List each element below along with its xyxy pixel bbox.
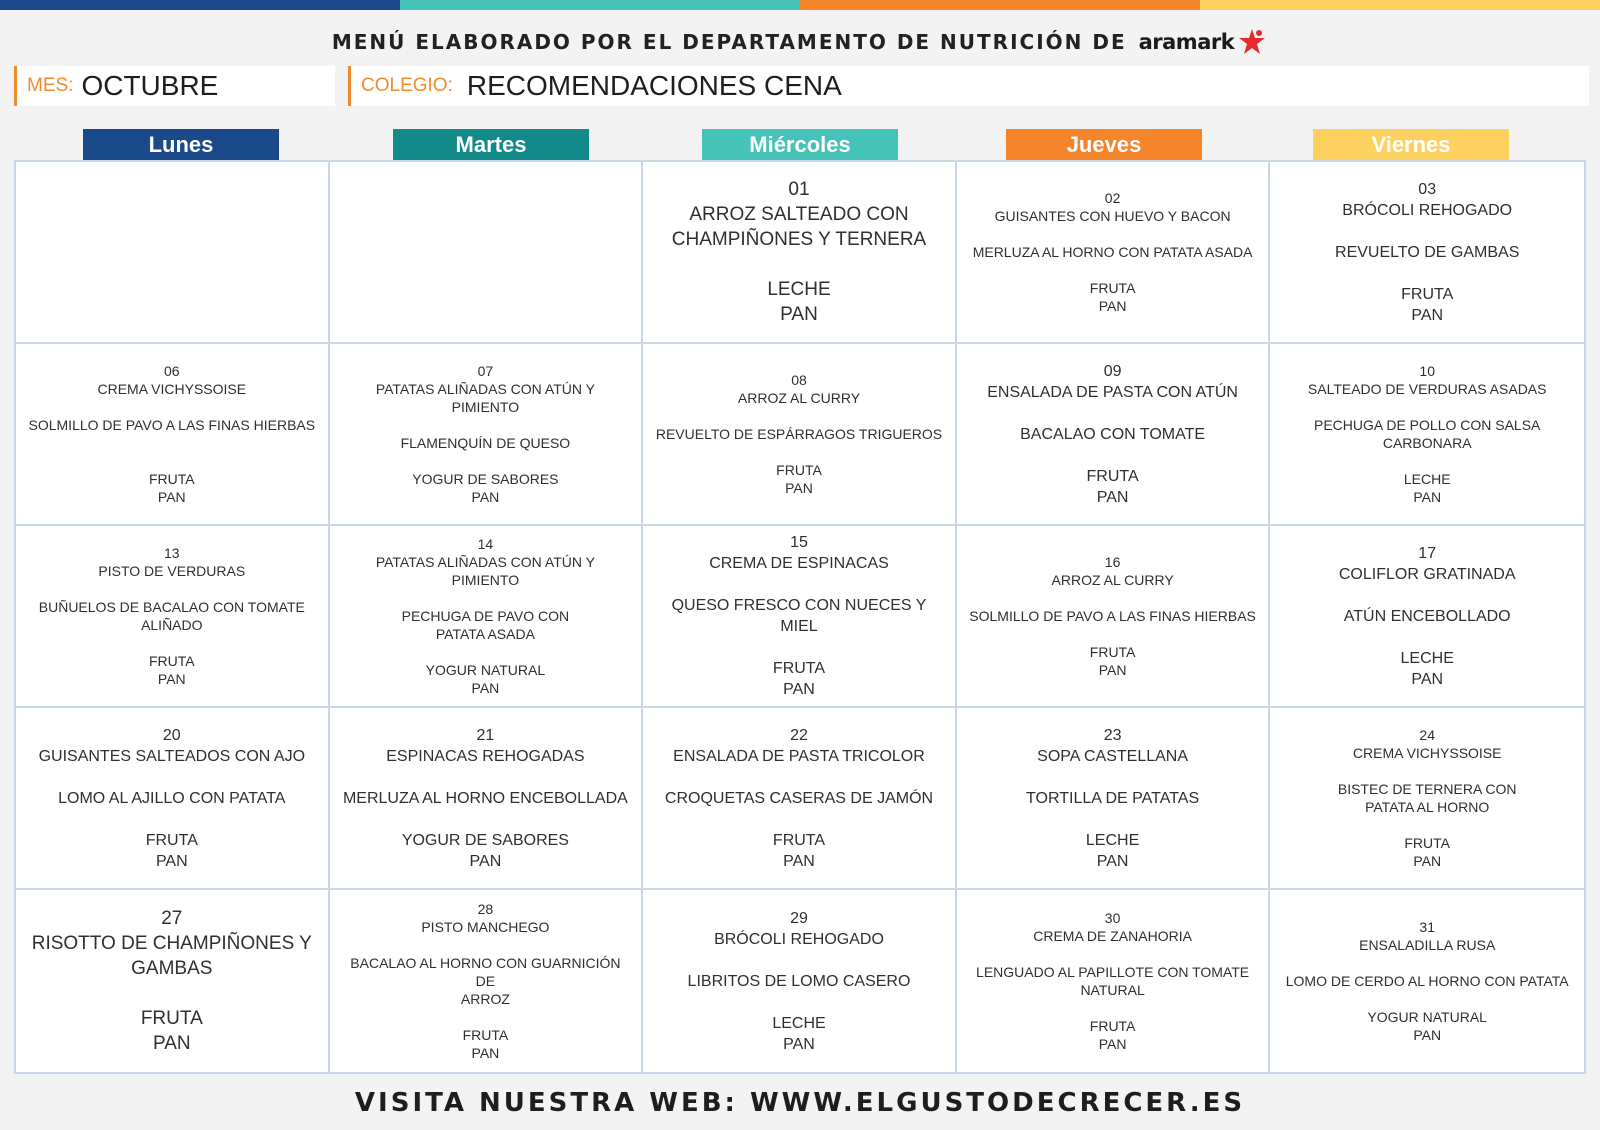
menu-item: LECHE — [772, 1014, 826, 1032]
footer-website: VISITA NUESTRA WEB: WWW.ELGUSTODECRECER.ES — [354, 1088, 1246, 1118]
menu-item: PECHUGA DE PAVO CON — [401, 608, 570, 624]
menu-day-cell — [957, 890, 1271, 1072]
menu-item: FRUTA — [1404, 835, 1450, 851]
menu-day-cell — [957, 162, 1271, 344]
menu-item: SOLMILLO DE PAVO A LAS FINAS HIERBAS — [28, 417, 316, 433]
menu-item: ESPINACAS REHOGADAS — [386, 747, 585, 765]
day-number: 06 — [164, 363, 180, 379]
menu-item: PAN — [780, 304, 818, 325]
day-number: 14 — [477, 536, 494, 552]
day-header-viernes: Viernes — [1313, 129, 1509, 160]
menu-day-cell — [330, 526, 644, 708]
menu-item: ATÚN ENCEBOLLADO — [1343, 607, 1511, 625]
day-number: 08 — [791, 372, 807, 388]
menu-item: CREMA DE ZANAHORIA — [1033, 928, 1192, 944]
menu-day-cell — [643, 890, 957, 1072]
menu-day-cell — [16, 162, 330, 344]
menu-item: LENGUADO AL PAPILLOTE CON TOMATE — [976, 964, 1250, 980]
menu-item: PAN — [471, 489, 500, 505]
menu-calendar-grid — [14, 160, 1586, 1074]
day-header-miercoles: Miércoles — [702, 129, 898, 160]
menu-day-cell — [330, 708, 644, 890]
menu-item: REVUELTO DE ESPÁRRAGOS TRIGUEROS — [655, 426, 943, 442]
menu-item: PISTO DE VERDURAS — [98, 563, 246, 579]
menu-item: FRUTA — [145, 831, 198, 849]
menu-item: FRUTA — [1086, 467, 1139, 485]
menu-item: PAN — [1098, 298, 1127, 314]
menu-item: CREMA VICHYSSOISE — [1352, 745, 1502, 761]
menu-item: PAN — [152, 1033, 191, 1054]
day-number: 30 — [1104, 910, 1121, 926]
menu-item: PAN — [1411, 306, 1444, 324]
menu-item: PATATAS ALIÑADAS CON ATÚN Y — [375, 381, 595, 397]
day-number: 03 — [1418, 180, 1437, 198]
menu-item: PAN — [471, 680, 500, 696]
menu-item: PAN — [783, 1035, 815, 1053]
menu-item: PAN — [1098, 1036, 1127, 1052]
menu-item: BRÓCOLI REHOGADO — [1342, 201, 1513, 219]
stripe-yellow — [1200, 0, 1600, 10]
menu-day-cell — [16, 890, 330, 1072]
menu-day-cell — [643, 526, 957, 708]
menu-item: LIBRITOS DE LOMO CASERO — [687, 972, 911, 990]
menu-item: YOGUR DE SABORES — [401, 831, 569, 849]
menu-item: FRUTA — [462, 1027, 509, 1043]
menu-item: FRUTA — [1089, 280, 1136, 296]
menu-item: ENSALADA DE PASTA TRICOLOR — [673, 747, 925, 765]
school-field — [348, 66, 1589, 106]
menu-item: CARBONARA — [1382, 435, 1472, 451]
menu-item: CROQUETAS CASERAS DE JAMÓN — [664, 789, 934, 807]
menu-item: PAN — [1413, 489, 1442, 505]
day-number: 13 — [164, 545, 180, 561]
menu-item: ENSALADILLA RUSA — [1359, 937, 1496, 953]
top-color-stripes — [0, 0, 1600, 10]
menu-item: PAN — [1098, 662, 1127, 678]
menu-item: PATATA ASADA — [435, 626, 535, 642]
menu-day-cell — [1270, 890, 1584, 1072]
menu-item: ARROZ — [460, 991, 510, 1007]
menu-day-cell — [957, 708, 1271, 890]
menu-item: PAN — [469, 852, 502, 870]
day-number: 28 — [477, 901, 494, 917]
menu-item: PAN — [783, 852, 815, 870]
school-value: RECOMENDACIONES CENA — [466, 70, 842, 101]
menu-day-cell — [1270, 526, 1584, 708]
menu-item: ARROZ AL CURRY — [737, 390, 861, 406]
menu-item: PAN — [1096, 852, 1129, 870]
menu-item: PAN — [157, 489, 186, 505]
menu-item: BRÓCOLI REHOGADO — [714, 930, 884, 948]
day-number: 01 — [788, 179, 810, 200]
menu-day-cell — [330, 890, 644, 1072]
menu-item: MERLUZA AL HORNO CON PATATA ASADA — [972, 244, 1253, 260]
menu-item: GUISANTES SALTEADOS CON AJO — [38, 747, 306, 765]
menu-item: QUESO FRESCO CON NUECES Y MIEL — [671, 597, 927, 635]
menu-day-cell — [957, 344, 1271, 526]
menu-item: CREMA VICHYSSOISE — [97, 381, 247, 397]
menu-item: ALIÑADO — [141, 617, 203, 633]
day-header-martes: Martes — [393, 129, 589, 160]
menu-item: ARROZ AL CURRY — [1051, 572, 1174, 588]
menu-item: BACALAO AL HORNO CON GUARNICIÓN DE — [350, 955, 621, 989]
menu-item: BACALAO CON TOMATE — [1020, 425, 1206, 443]
menu-item: LOMO DE CERDO AL HORNO CON PATATA — [1285, 973, 1569, 989]
stripe-teal — [400, 0, 800, 10]
day-number: 29 — [790, 909, 808, 927]
month-value: OCTUBRE — [81, 70, 219, 101]
day-number: 23 — [1103, 726, 1122, 744]
menu-item: YOGUR NATURAL — [1367, 1009, 1487, 1025]
menu-day-cell — [643, 162, 957, 344]
menu-item: SOPA CASTELLANA — [1037, 747, 1189, 765]
menu-day-cell — [330, 344, 644, 526]
menu-item: FRUTA — [772, 831, 826, 849]
menu-day-cell — [16, 344, 330, 526]
menu-item: TORTILLA DE PATATAS — [1026, 789, 1200, 807]
menu-item: PAN — [471, 1045, 500, 1061]
month-field — [14, 66, 335, 106]
menu-item: PAN — [157, 671, 186, 687]
day-number: 24 — [1419, 727, 1435, 743]
menu-day-cell — [1270, 344, 1584, 526]
menu-item: FRUTA — [776, 462, 822, 478]
day-number: 02 — [1104, 190, 1121, 206]
menu-item: FRUTA — [148, 653, 195, 669]
menu-item: LOMO AL AJILLO CON PATATA — [58, 789, 286, 807]
day-number: 31 — [1419, 919, 1435, 935]
day-number: 20 — [162, 726, 181, 744]
page-title: MENÚ ELABORADO POR EL DEPARTAMENTO DE NUTRICIÓN DE — [331, 30, 1127, 54]
menu-item: LECHE — [767, 279, 831, 300]
day-number: 27 — [161, 908, 183, 929]
aramark-logo — [1139, 27, 1269, 57]
menu-item: MERLUZA AL HORNO ENCEBOLLADA — [342, 789, 628, 807]
menu-item: COLIFLOR GRATINADA — [1338, 565, 1516, 583]
menu-item: NATURAL — [1080, 982, 1145, 998]
day-header-lunes: Lunes — [83, 129, 279, 160]
month-label: MES: — [27, 75, 74, 96]
menu-item: PAN — [1411, 670, 1444, 688]
runner-star-icon — [1236, 27, 1268, 57]
menu-item: YOGUR DE SABORES — [412, 471, 559, 487]
menu-item: PIMIENTO — [451, 399, 520, 415]
day-header-jueves: Jueves — [1006, 129, 1202, 160]
menu-item: FRUTA — [772, 660, 826, 677]
menu-item: ENSALADA DE PASTA CON ATÚN — [987, 383, 1238, 401]
day-number: 22 — [790, 726, 808, 744]
menu-item: PISTO MANCHEGO — [421, 919, 550, 935]
menu-item: REVUELTO DE GAMBAS — [1335, 243, 1520, 261]
menu-day-cell — [957, 526, 1271, 708]
menu-item: PAN — [1413, 1027, 1442, 1043]
day-number: 10 — [1419, 363, 1435, 379]
menu-item: BUÑUELOS DE BACALAO CON TOMATE — [38, 599, 305, 615]
menu-item: PATATAS ALIÑADAS CON ATÚN Y PIMIENTO — [375, 554, 595, 588]
menu-item: PAN — [155, 852, 188, 870]
school-label: COLEGIO: — [361, 75, 453, 96]
stripe-orange — [800, 0, 1200, 10]
day-number: 07 — [477, 363, 494, 379]
menu-item: PAN — [1413, 853, 1442, 869]
menu-item: LECHE — [1403, 471, 1451, 487]
menu-item: PAN — [783, 681, 815, 698]
menu-item: PAN — [785, 480, 813, 496]
menu-item: PAN — [1096, 488, 1129, 506]
menu-item: BISTEC DE TERNERA CON — [1337, 781, 1517, 797]
menu-day-cell — [643, 708, 957, 890]
menu-item: CHAMPIÑONES Y TERNERA — [671, 229, 927, 250]
day-number: 21 — [476, 726, 495, 744]
menu-item: CREMA DE ESPINACAS — [709, 555, 889, 572]
menu-item: FLAMENQUÍN DE QUESO — [400, 435, 571, 451]
menu-day-cell — [1270, 162, 1584, 344]
menu-day-cell — [330, 162, 644, 344]
menu-item: SOLMILLO DE PAVO A LAS FINAS HIERBAS — [969, 608, 1256, 624]
menu-day-cell — [1270, 708, 1584, 890]
day-number: 15 — [790, 534, 808, 551]
day-number: 16 — [1104, 554, 1121, 570]
menu-item: GUISANTES CON HUEVO Y BACON — [994, 208, 1231, 224]
menu-item: SALTEADO DE VERDURAS ASADAS — [1307, 381, 1547, 397]
menu-item: LECHE — [1085, 831, 1140, 849]
menu-item: YOGUR NATURAL — [425, 662, 546, 678]
menu-item: FRUTA — [1401, 285, 1454, 303]
menu-day-cell — [16, 526, 330, 708]
page-header — [0, 22, 1600, 62]
menu-item: PATATA AL HORNO — [1365, 799, 1490, 815]
menu-item: GAMBAS — [131, 958, 213, 979]
menu-item: FRUTA — [140, 1008, 203, 1029]
menu-item: RISOTTO DE CHAMPIÑONES Y — [31, 933, 312, 954]
day-number: 17 — [1418, 544, 1437, 562]
menu-item: ARROZ SALTEADO CON — [689, 204, 909, 225]
menu-item: FRUTA — [148, 471, 195, 487]
menu-day-cell — [643, 344, 957, 526]
brand-name: aramark — [1138, 30, 1235, 54]
menu-item: PECHUGA DE POLLO CON SALSA — [1313, 417, 1541, 433]
menu-item: LECHE — [1400, 649, 1454, 667]
day-number: 09 — [1103, 362, 1122, 380]
menu-day-cell — [16, 708, 330, 890]
menu-item: FRUTA — [1089, 644, 1136, 660]
menu-item: FRUTA — [1089, 1018, 1136, 1034]
stripe-navy — [0, 0, 400, 10]
